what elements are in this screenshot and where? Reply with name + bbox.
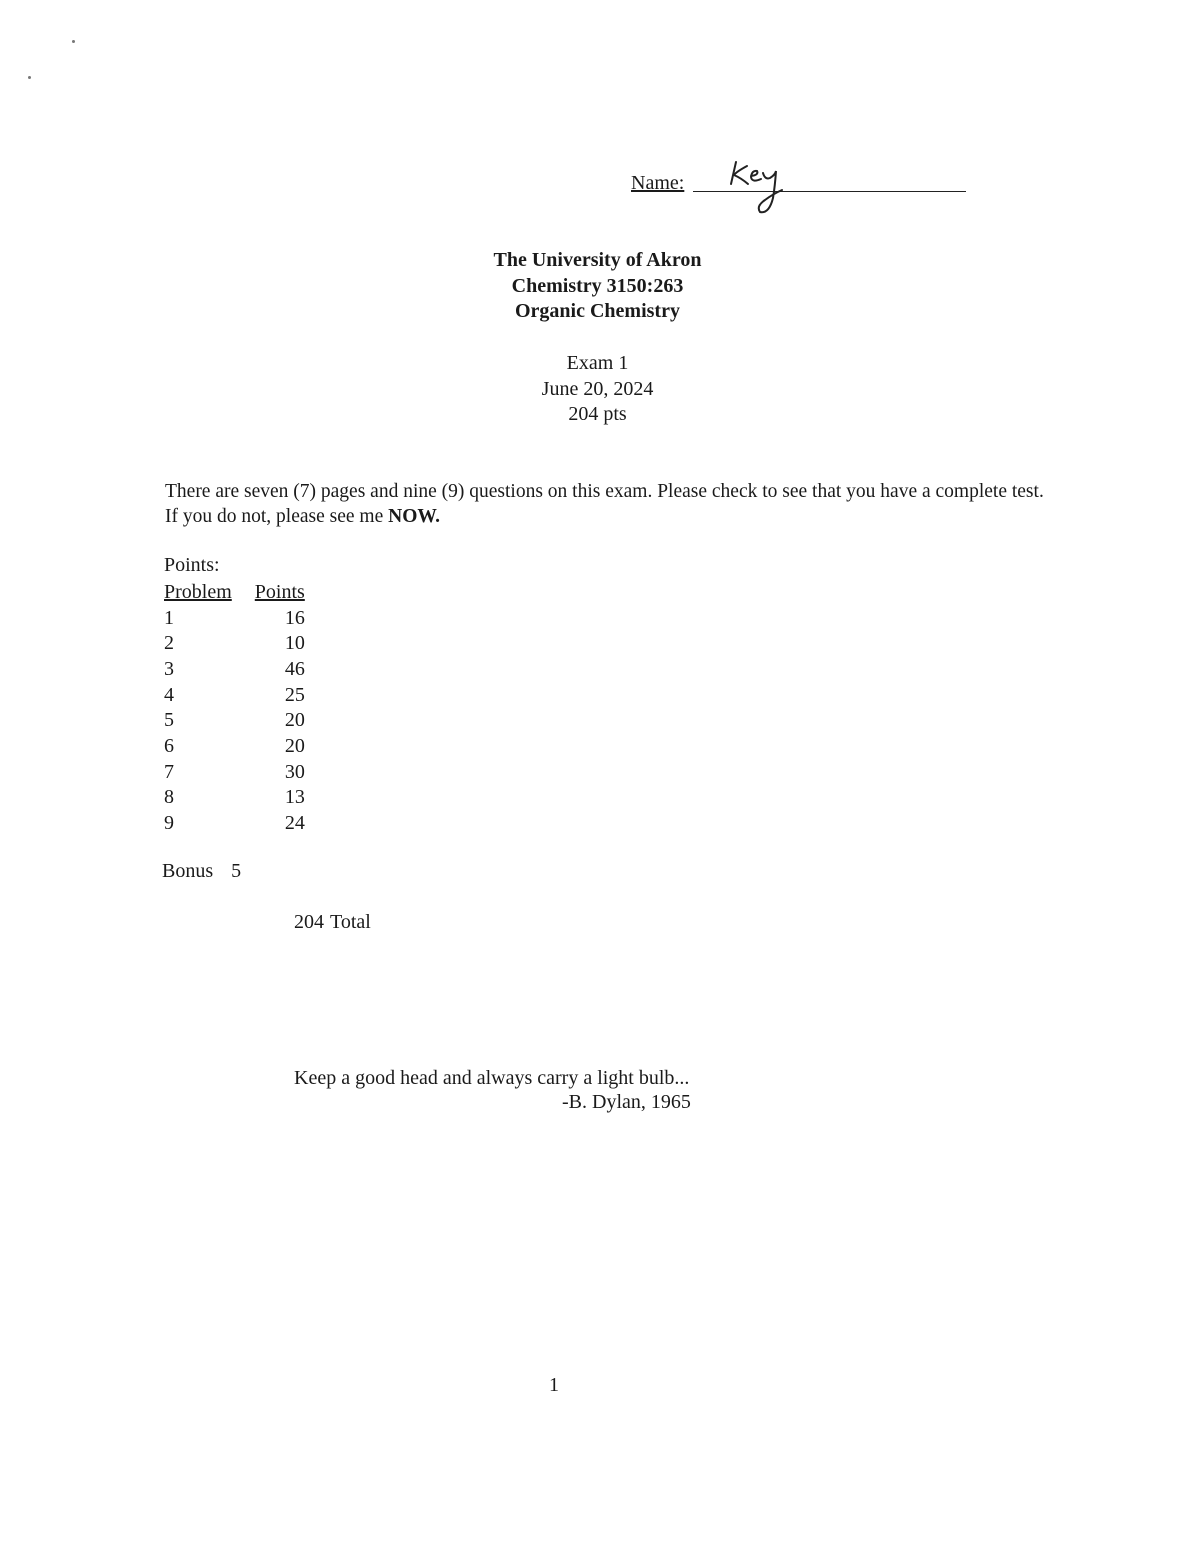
problem-points: 16 <box>284 606 305 629</box>
course-name: Organic Chemistry <box>515 300 680 322</box>
problem-points: 20 <box>284 709 305 732</box>
total-line <box>294 911 371 934</box>
problem-number: 5 <box>164 709 174 732</box>
table-row <box>164 785 305 811</box>
exam-info <box>400 351 795 428</box>
total-value: 204 <box>294 911 324 933</box>
problem-number: 7 <box>164 760 174 783</box>
instructions-text: There are seven (7) pages and nine (9) questions on this exam. Please check to see that you have a complete test. If you do not, please see me <box>165 481 1044 527</box>
header-points: Points <box>254 581 305 603</box>
problem-points: 24 <box>284 812 305 835</box>
quote-author: -B. Dylan, 1965 <box>562 1091 691 1113</box>
bonus-label: Bonus <box>162 860 214 882</box>
points-table <box>164 580 305 837</box>
problem-number: 4 <box>164 683 174 706</box>
scan-speck <box>28 76 31 79</box>
problem-number: 8 <box>164 786 174 809</box>
problem-points: 30 <box>284 760 305 783</box>
course-number: Chemistry 3150:263 <box>511 274 684 297</box>
problem-number: 3 <box>164 657 174 680</box>
scan-speck <box>72 40 75 43</box>
handwritten-key-signature <box>727 154 799 226</box>
problem-points: 46 <box>284 657 305 680</box>
table-row <box>164 631 305 657</box>
bonus-value: 5 <box>231 860 242 882</box>
header-problem: Problem <box>164 581 232 603</box>
table-row <box>164 708 305 734</box>
table-row <box>164 657 305 683</box>
problem-points: 13 <box>284 786 305 809</box>
problem-number: 6 <box>164 735 174 758</box>
quote-text: Keep a good head and always carry a light bulb... <box>294 1067 690 1089</box>
problem-points: 25 <box>284 683 305 706</box>
table-row <box>164 734 305 760</box>
bonus-line <box>162 860 241 883</box>
problem-number: 1 <box>164 606 174 629</box>
instructions-emphasis: NOW. <box>388 506 440 527</box>
exam-title: Exam 1 <box>566 352 629 374</box>
course-header <box>400 248 795 325</box>
problem-points: 10 <box>284 632 305 655</box>
page-number: 1 <box>549 1374 559 1396</box>
total-label: Total <box>330 911 371 933</box>
exam-points: 204 pts <box>568 403 627 425</box>
points-table-header-row <box>164 580 305 606</box>
exam-date: June 20, 2024 <box>541 377 654 400</box>
problem-number: 2 <box>164 632 174 655</box>
table-row <box>164 760 305 786</box>
university-name: The University of Akron <box>493 249 702 271</box>
problem-number: 9 <box>164 812 174 835</box>
points-caption: Points: <box>164 554 220 576</box>
problem-points: 20 <box>284 735 305 758</box>
name-label: Name: <box>631 172 685 194</box>
exam-instructions <box>165 479 1045 529</box>
name-field <box>631 160 966 200</box>
table-row <box>164 683 305 709</box>
table-row <box>164 606 305 632</box>
table-row <box>164 811 305 837</box>
